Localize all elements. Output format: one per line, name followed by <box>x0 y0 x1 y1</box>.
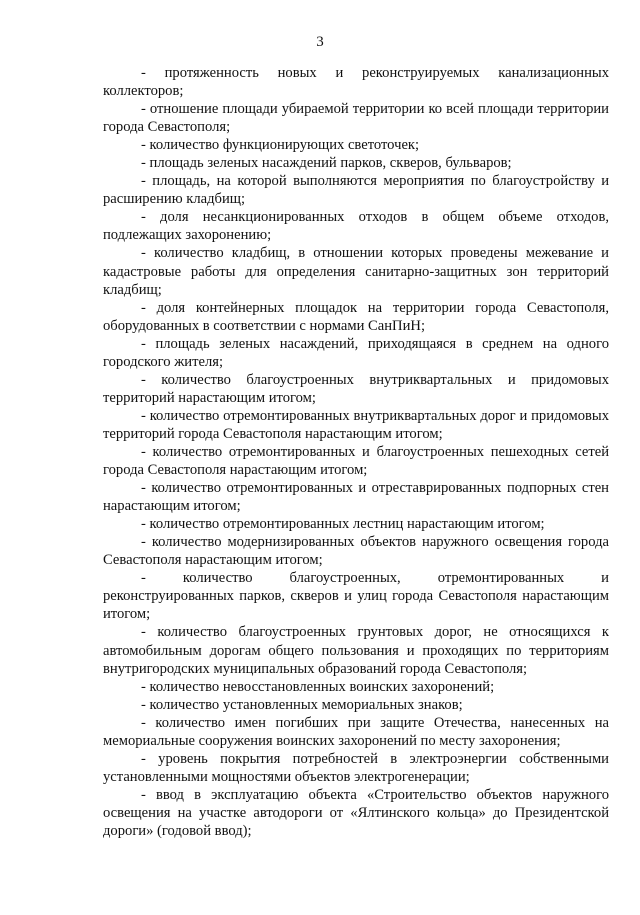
list-item: - отношение площади убираемой территории ко всей площади территории города Севастополя; <box>103 101 609 136</box>
list-item: - количество отремонтированных и отреставрированных подпорных стен нарастающим итогом; <box>103 480 609 515</box>
list-item: - площадь зеленых насаждений парков, скверов, бульваров; <box>141 155 512 172</box>
list-item: - количество установленных мемориальных знаков; <box>141 696 463 713</box>
list-item: - количество кладбищ, в отношении которых проведены межевание и кадастровые работы для определения санитарно-защитных зон территорий кладбищ; <box>103 245 609 298</box>
indicator-list <box>103 64 609 840</box>
list-item: - количество невосстановленных воинских захоронений; <box>141 678 495 695</box>
list-item: - уровень покрытия потребностей в электроэнергии собственными установленными мощностями объектов электрогенерации; <box>103 750 609 785</box>
list-item: - количество отремонтированных внутриквартальных дорог и придомовых территорий города Севастополя нарастающим итогом; <box>103 407 609 442</box>
list-item: - доля контейнерных площадок на территории города Севастополя, оборудованных в соответствии с нормами СанПиН; <box>103 299 609 334</box>
page-number: 3 <box>316 34 324 50</box>
list-item: - доля несанкционированных отходов в общем объеме отходов, подлежащих захоронению; <box>103 209 609 244</box>
list-item: - площадь, на которой выполняются мероприятия по благоустройству и расширению кладбищ; <box>103 173 609 208</box>
list-item: - количество благоустроенных внутриквартальных и придомовых территорий нарастающим итогом; <box>103 371 609 406</box>
list-item: - количество функционирующих светоточек; <box>141 137 420 154</box>
list-item: - площадь зеленых насаждений, приходящаяся в среднем на одного городского жителя; <box>103 335 609 370</box>
list-item: - количество благоустроенных грунтовых дорог, не относящихся к автомобильным дорогам общего пользования и проходящих по территориям внутригородских муниципальных образований города Севастополя; <box>103 624 609 677</box>
list-item: - ввод в эксплуатацию объекта «Строительство объектов наружного освещения на участке автодороги от «Ялтинского кольца» до Президентской дороги» (годовой ввод); <box>103 786 609 839</box>
list-item: - количество модернизированных объектов наружного освещения города Севастополя нарастающим итогом; <box>103 534 609 569</box>
list-item: - протяженность новых и реконструируемых канализационных коллекторов; <box>103 65 609 100</box>
list-item: - количество благоустроенных, отремонтированных и реконструированных парков, скверов и улиц города Севастополя нарастающим итогом; <box>103 570 609 623</box>
list-item: - количество имен погибших при защите Отечества, нанесенных на мемориальные сооружения воинских захоронений по месту захоронения; <box>103 714 609 749</box>
list-item: - количество отремонтированных и благоустроенных пешеходных сетей города Севастополя нарастающим итогом; <box>103 443 609 479</box>
list-item: - количество отремонтированных лестниц нарастающим итогом; <box>141 516 545 533</box>
